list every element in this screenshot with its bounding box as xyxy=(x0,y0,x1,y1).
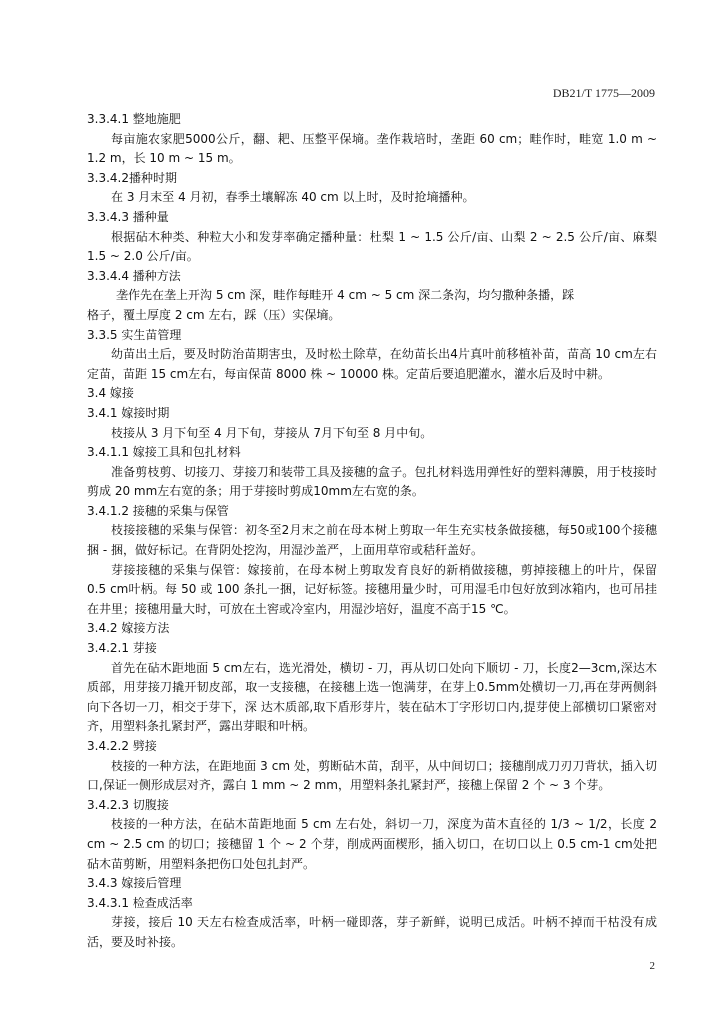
body-paragraph: 芽接，接后 10 天左右检查成活率，叶柄一碰即落，芽子新鲜，说明已成活。叶柄不掉而干枯没有成活，要及时补接。 xyxy=(87,915,657,949)
section-heading: 3.3.4.3 播种量 xyxy=(87,209,169,224)
body-paragraph: 格子，覆土厚度 2 cm 左右，踩（压）实保墒。 xyxy=(87,307,341,322)
section-heading: 3.4.2 嫁接方法 xyxy=(87,621,170,636)
page-number: 2 xyxy=(649,960,655,972)
body-paragraph: 枝接从 3 月下旬至 4 月下旬，芽接从 7月下旬至 8 月中旬。 xyxy=(111,425,433,440)
section-heading: 3.3.4.4 播种方法 xyxy=(87,268,181,283)
section-heading: 3.4.3.1 检查成活率 xyxy=(87,895,193,910)
document-body xyxy=(87,110,657,953)
body-paragraph: 枝接的一种方法，在距地面 3 cm 处，剪断砧木苗，刮平，从中间切口；接穗削成刀刃刀背状，插入切口,保证一侧形成层对齐，露白 1 mm ~ 2 mm，用塑料条扎紧封严，接穗上保留 2 个 ~ 3 个芽。 xyxy=(87,758,657,793)
body-paragraph: 根据砧木种类、种粒大小和发芽率确定播种量：杜梨 1 ~ 1.5 公斤/亩、山梨 2 ~ 2.5 公斤/亩、麻梨 1.5 ~ 2.0 公斤/亩。 xyxy=(87,229,657,264)
section-heading: 3.4.1 嫁接时期 xyxy=(87,405,170,420)
body-paragraph: 在 3 月末至 4 月初，春季土壤解冻 40 cm 以上时，及时抢墒播种。 xyxy=(111,190,475,205)
section-heading: 3.3.5 实生苗管理 xyxy=(87,327,182,342)
section-heading: 3.4.1.2 接穗的采集与保管 xyxy=(87,503,229,518)
section-heading: 3.3.4.2播种时期 xyxy=(87,170,177,185)
section-heading: 3.4.2.1 芽接 xyxy=(87,641,157,656)
section-heading: 3.4 嫁接 xyxy=(87,386,134,401)
body-paragraph: 每亩施农家肥5000公斤，翻、耙、压整平保墒。垄作栽培时，垄距 60 cm；畦作时，畦宽 1.0 m ~ 1.2 m，长 10 m ~ 15 m。 xyxy=(87,131,657,166)
body-paragraph: 幼苗出土后，要及时防治苗期害虫，及时松土除草，在幼苗长出4片真叶前移植补苗，苗高 10 cm左右定苗，苗距 15 cm左右，每亩保苗 8000 株 ~ 10000 株。定苗后要追肥灌水，灌水后及时中耕。 xyxy=(87,347,657,381)
body-paragraph: 芽接接穗的采集与保管：嫁接前，在母本树上剪取发育良好的新梢做接穗，剪掉接穗上的叶片，保留0.5 cm叶柄。每 50 或 100 条扎一捆，记好标签。接穗用量少时，可用湿毛巾包好放到冰箱内，也可吊挂在井里；接穗用量大时，可放在土窖或冷室内，用湿沙培好，温度不高于15 ℃。 xyxy=(87,562,657,616)
section-heading: 3.4.2.2 劈接 xyxy=(87,739,157,753)
section-heading: 3.4.3 嫁接后管理 xyxy=(87,876,182,891)
body-paragraph: 枝接的一种方法，在砧木苗距地面 5 cm 左右处，斜切一刀，深度为苗木直径的 1/3 ~ 1/2，长度 2 cm ~ 2.5 cm 的切口；接穗留 1 个 ~ 2 个芽，削成两面楔形，插入切口，在切口以上 0.5 cm-1 cm处把砧木苗剪断，用塑料条把伤口处包扎封严。 xyxy=(87,817,657,871)
body-paragraph: 准备剪枝剪、切接刀、芽接刀和装带工具及接穗的盒子。包扎材料选用弹性好的塑料薄膜，用于枝接时剪成 20 mm左右宽的条；用于芽接时剪成10mm左右宽的条。 xyxy=(87,464,657,499)
body-paragraph: 垄作先在垄上开沟 5 cm 深，畦作每畦开 4 cm ~ 5 cm 深二条沟，均匀撒种条播，踩 xyxy=(116,288,575,303)
section-heading: 3.3.4.1 整地施肥 xyxy=(87,112,181,126)
body-paragraph: 首先在砧木距地面 5 cm左右，选光滑处，横切 - 刀，再从切口处向下顺切 - 刀，长度2—3cm,深达木质部，用芽接刀撬开韧皮部，取一支接穗，在接穗上选一饱满芽，在芽上0.5mm处横切一刀,再在芽两侧斜向下各切一刀，相交于芽下，深 达木质部,取下盾形芽片，装在砧木丁字形切口内,提芽使上部横切口紧密对齐，用塑料条扎紧封严，露出芽眼和叶柄。 xyxy=(87,660,657,734)
section-heading: 3.4.1.1 嫁接工具和包扎材料 xyxy=(87,445,241,460)
document-id: DB21/T 1775—2009 xyxy=(552,86,655,100)
body-paragraph: 枝接接穗的采集与保管：初冬至2月末之前在母本树上剪取一年生充实枝条做接穗，每50或100个接穗捆 - 捆，做好标记。在背阴处挖沟，用湿沙盖严，上面用草帘或秸秆盖好。 xyxy=(87,523,657,558)
section-heading: 3.4.2.3 切腹接 xyxy=(87,797,169,812)
